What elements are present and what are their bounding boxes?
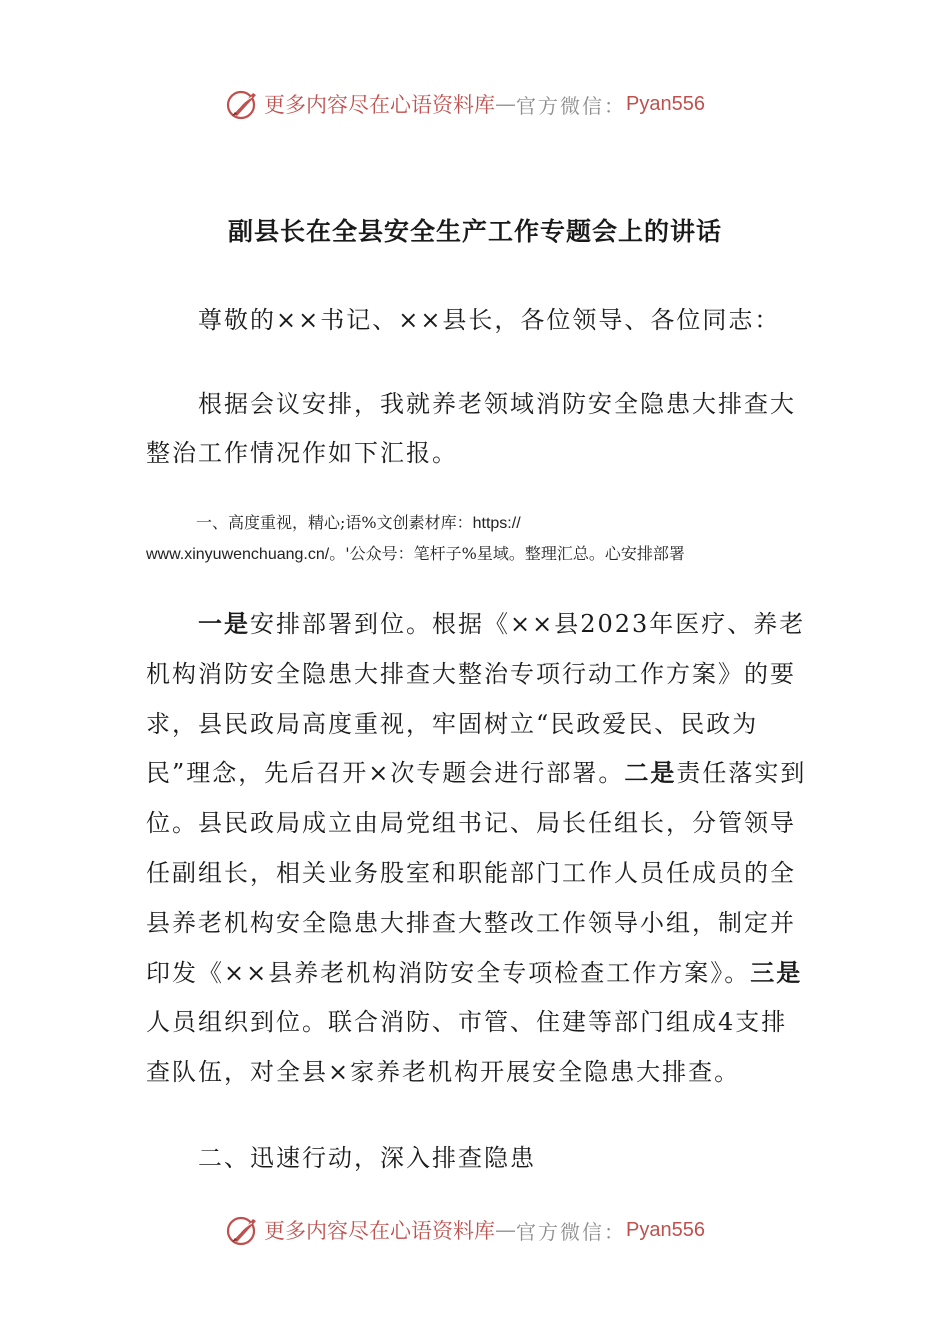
banner-library-text: 更多内容尽在心语资料库 — [264, 1219, 495, 1243]
quill-pen-logo-icon — [226, 1213, 260, 1247]
section1-text1: 安排部署到位。根据《××县2023年医疗、养老机构消防安全隐患大排查大整治专项行动工作方案》的要求，县民政局高度重视，牢固树立“民政爱民、民政为民”理念，先后召开×次专题会进行部署。 — [146, 610, 806, 788]
watermark-note — [146, 508, 796, 570]
marker-third: 三是 — [750, 958, 803, 987]
salutation: 尊敬的××书记、××县长，各位领导、各位同志： — [198, 306, 781, 334]
banner-wechat-label: 官方微信： — [516, 1219, 626, 1244]
banner-separator: — — [495, 92, 516, 116]
section2-heading: 二、迅速行动，深入排查隐患 — [198, 1144, 536, 1172]
note-part2: 。'公众号：笔杆子%星域。整理汇总。心安排部署 — [329, 544, 685, 563]
note-url-a: https:// — [472, 515, 521, 532]
section1-text2: 责任落实到位。县民政局成立由局党组书记、局长任组长，分管领导任副组长，相关业务股室和职能部门工作人员任成员的全县养老机构安全隐患大排查大整改工作领导小组，制定并印发《××县养老机构消防安全专项检查工作方案》。 — [146, 759, 807, 987]
marker-second: 二是 — [624, 759, 677, 788]
banner-wechat-label: 官方微信： — [516, 93, 626, 118]
header-banner — [226, 86, 786, 122]
quill-pen-logo-icon — [226, 87, 260, 121]
banner-library-text: 更多内容尽在心语资料库 — [264, 93, 495, 117]
marker-first: 一是 — [198, 610, 250, 638]
note-url-b: www.xinyuwenchuang.cn/ — [146, 546, 330, 563]
note-part1: 一、高度重视，精心;语%文创素材库： — [196, 513, 473, 532]
banner-wechat-id: Pyan556 — [626, 1218, 705, 1241]
intro-paragraph: 根据会议安排，我就养老领域消防安全隐患大排查大整治工作情况作如下汇报。 — [146, 390, 796, 467]
banner-separator: — — [495, 1218, 516, 1242]
banner-wechat-id: Pyan556 — [626, 92, 705, 115]
section1-paragraph — [146, 600, 810, 1098]
section1-text3: 人员组织到位。联合消防、市管、住建等部门组成4支排查队伍，对全县×家养老机构开展安全隐患大排查。 — [146, 1008, 788, 1087]
document-title: 副县长在全县安全生产工作专题会上的讲话 — [227, 217, 722, 246]
footer-banner — [226, 1212, 786, 1248]
